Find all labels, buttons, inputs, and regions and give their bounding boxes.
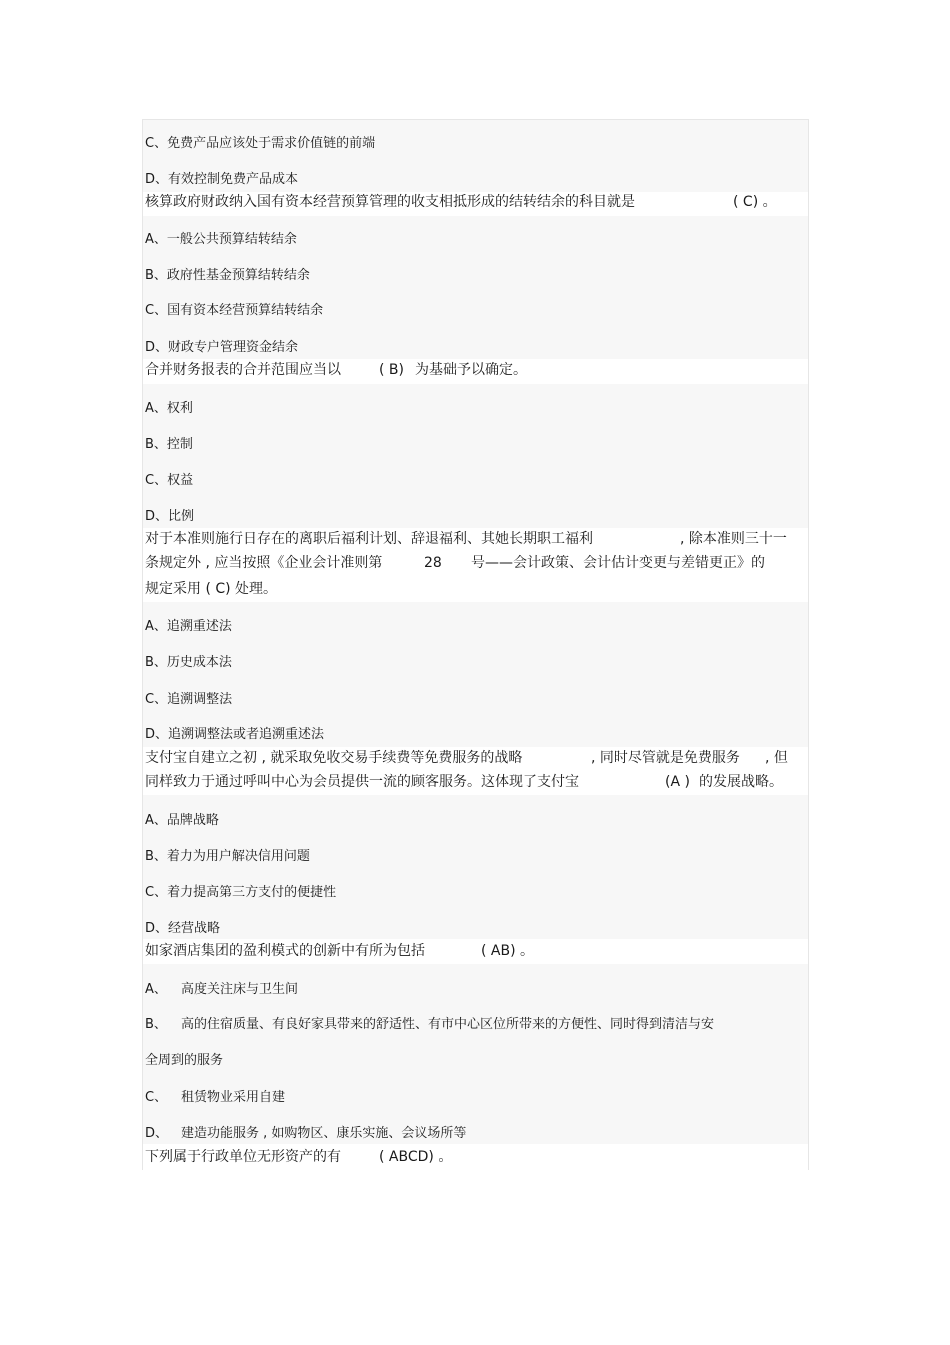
- option-c: 租赁物业采用自建: [181, 1090, 286, 1105]
- option-b: B、着力为用户解决信用问题: [145, 849, 310, 864]
- option-b: B、历史成本法: [145, 655, 232, 670]
- option-letter-d: D、: [145, 1126, 169, 1141]
- question-answer: ( C) 。: [733, 194, 777, 210]
- option-c: C、权益: [145, 473, 194, 488]
- question-text: 28: [424, 555, 442, 571]
- option-d: D、追溯调整法或者追溯重述法: [145, 727, 325, 742]
- question-text: 下列属于行政单位无形资产的有: [145, 1149, 341, 1165]
- question-text: 支付宝自建立之初 , 就采取免收交易手续费等免费服务的战略: [145, 750, 523, 766]
- options-band: [143, 384, 808, 528]
- question-text: 号——会计政策、会计估计变更与差错更正》的: [471, 555, 765, 571]
- question-text: , 除本准则三十一: [680, 531, 787, 547]
- option-a: A、一般公共预算结转结余: [145, 232, 297, 247]
- question-answer: ( B): [379, 362, 404, 378]
- option-c: C、着力提高第三方支付的便捷性: [145, 885, 337, 900]
- question-answer: (A ): [665, 774, 690, 790]
- option-b: B、政府性基金预算结转结余: [145, 268, 310, 283]
- question-text: 条规定外 , 应当按照《企业会计准则第: [145, 555, 383, 571]
- option-a: A、权利: [145, 401, 193, 416]
- question-text: 同样致力于通过呼叫中心为会员提供一流的顾客服务。这体现了支付宝: [145, 774, 579, 790]
- question-text: 规定采用 ( C) 处理。: [145, 581, 278, 597]
- option-a: A、品牌战略: [145, 813, 219, 828]
- question-text: , 同时尽管就是免费服务: [591, 750, 740, 766]
- question-text: 的发展战略。: [699, 774, 783, 790]
- option-b: 高的住宿质量、有良好家具带来的舒适性、有市中心区位所带来的方便性、同时得到清洁与安: [181, 1017, 715, 1032]
- option-letter-a: A、: [145, 982, 167, 997]
- option-letter-c: C、: [145, 1090, 168, 1105]
- option-a: 高度关注床与卫生间: [181, 982, 299, 997]
- document-page: [142, 119, 809, 1170]
- option-letter-b: B、: [145, 1017, 167, 1032]
- question-text: , 但: [765, 750, 788, 766]
- option-a: A、追溯重述法: [145, 619, 232, 634]
- option-b-continued: 全周到的服务: [145, 1053, 224, 1068]
- question-text: 对于本准则施行日存在的离职后福利计划、辞退福利、其她长期职工福利: [145, 531, 593, 547]
- question-text: 核算政府财政纳入国有资本经营预算管理的收支相抵形成的结转结余的科目就是: [145, 194, 635, 210]
- option-c: C、追溯调整法: [145, 692, 233, 707]
- option-d: D、有效控制免费产品成本: [145, 172, 299, 187]
- option-d: D、比例: [145, 509, 195, 524]
- options-band: [143, 602, 808, 747]
- question-text: 合并财务报表的合并范围应当以: [145, 362, 341, 378]
- question-answer: ( ABCD) 。: [379, 1149, 453, 1165]
- option-b: B、控制: [145, 437, 193, 452]
- option-c: C、国有资本经营预算结转结余: [145, 303, 324, 318]
- question-text-tail: 为基础予以确定。: [415, 362, 527, 378]
- option-c: C、免费产品应该处于需求价值链的前端: [145, 136, 376, 151]
- question-text: 如家酒店集团的盈利模式的创新中有所为包括: [145, 943, 425, 959]
- option-d: 建造功能服务 , 如购物区、康乐实施、会议场所等: [181, 1126, 467, 1141]
- option-d: D、财政专户管理资金结余: [145, 340, 299, 355]
- question-answer: ( AB) 。: [481, 943, 535, 959]
- option-d: D、经营战略: [145, 921, 221, 936]
- options-band: [143, 795, 808, 939]
